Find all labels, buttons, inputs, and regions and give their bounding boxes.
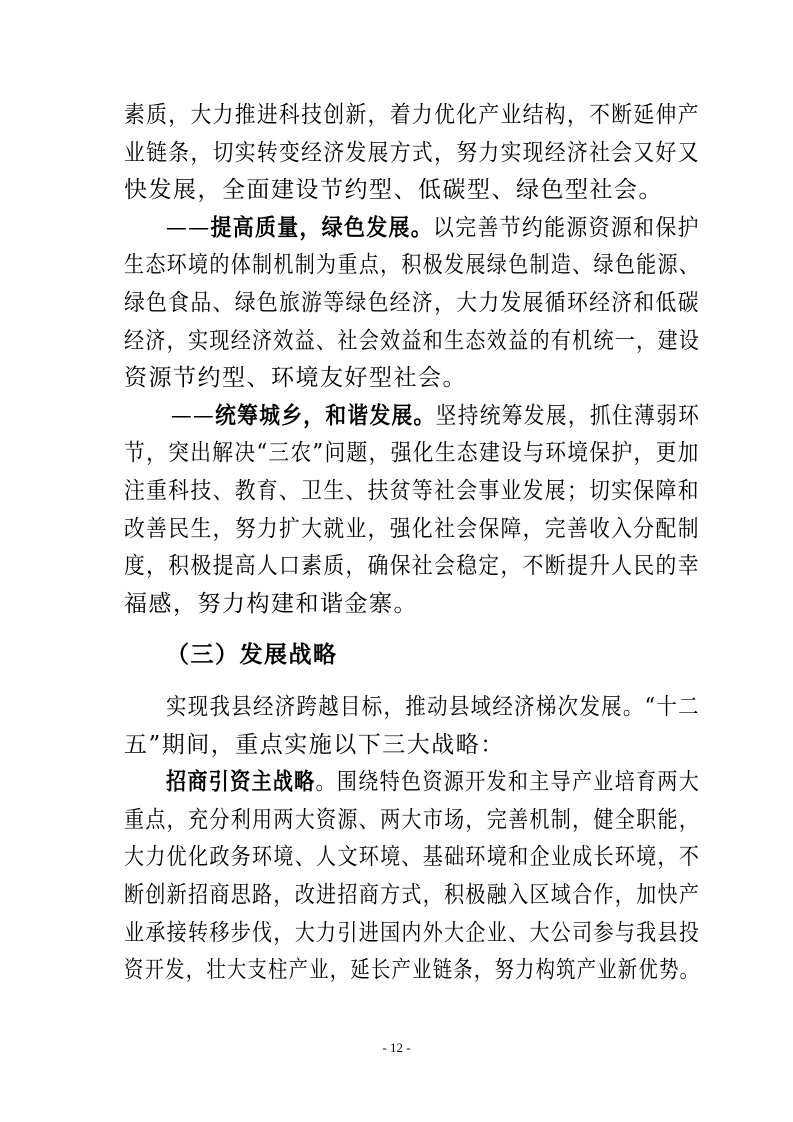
page-number: - 12 - bbox=[382, 1040, 411, 1055]
text-line bbox=[124, 138, 700, 168]
text-run: 福感，努力构建和谐金寨。 bbox=[124, 591, 418, 617]
text-line bbox=[171, 401, 700, 431]
text-line bbox=[124, 326, 700, 356]
text-run: 节，突出解决“三农”问题，强化生态建设与环境保护，更加 bbox=[124, 440, 700, 466]
text-line bbox=[124, 363, 467, 393]
text-line bbox=[124, 880, 700, 910]
text-run: 改善民生，努力扩大就业，强化社会保障，完善收入分配制 bbox=[124, 516, 700, 542]
text-run: 经济，实现经济效益、社会效益和生态效益的有机统一，建设 bbox=[124, 328, 701, 354]
text-line bbox=[124, 805, 700, 835]
text-line bbox=[124, 514, 700, 544]
text-run: 实现我县经济跨越目标，推动县域经济梯次发展。“十二 bbox=[166, 694, 700, 720]
text-line bbox=[124, 955, 700, 985]
text-line bbox=[124, 476, 700, 506]
text-run: —— bbox=[166, 215, 211, 241]
section-heading-text: （三）发展战略 bbox=[166, 641, 338, 668]
text-run: 素质，大力推进科技创新，着力优化产业结构，不断延伸产 bbox=[124, 102, 700, 128]
text-run: 绿色食品、绿色旅游等绿色经济，大力发展循环经济和低碳 bbox=[124, 290, 700, 316]
text-run: 断创新招商思路，改进招商方式，积极融入区域合作，加快产 bbox=[124, 882, 701, 908]
text-run: 五”期间，重点实施以下三大战略： bbox=[124, 732, 505, 758]
text-run: —— bbox=[171, 403, 216, 429]
text-run: 以完善节约能源资源和保护 bbox=[432, 215, 700, 241]
text-line bbox=[124, 100, 700, 130]
text-run: 大力优化政务环境、人文环境、基础环境和企业成长环境，不 bbox=[124, 844, 701, 870]
text-run: 注重科技、教育、卫生、扶贫等社会事业发展；切实保障和 bbox=[124, 478, 700, 504]
text-run: 资开发，壮大支柱产业，延长产业链条，努力构筑产业新优势。 bbox=[124, 957, 701, 983]
text-run: 快发展，全面建设节约型、低碳型、绿色型社会。 bbox=[124, 177, 663, 203]
text-line bbox=[124, 250, 700, 280]
text-line bbox=[124, 438, 700, 468]
text-run: 业承接转移步伐，大力引进国内外大企业、大公司参与我县投 bbox=[124, 920, 701, 946]
text-line bbox=[124, 288, 700, 318]
text-line bbox=[166, 767, 700, 797]
text-run: 坚持统筹发展，抓住薄弱环 bbox=[435, 403, 701, 429]
text-run: 重点，充分利用两大资源、两大市场，完善机制，健全职能， bbox=[124, 807, 701, 833]
text-run: 业链条，切实转变经济发展方式，努力实现经济社会又好又 bbox=[124, 140, 700, 166]
text-run: 。围绕特色资源开发和主导产业培育两大 bbox=[315, 769, 701, 795]
text-run: 资源节约型、环境友好型社会。 bbox=[124, 365, 467, 391]
section-heading bbox=[166, 640, 338, 670]
text-line bbox=[124, 918, 700, 948]
bold-heading-run: 提高质量，绿色发展。 bbox=[210, 214, 433, 241]
text-line bbox=[124, 730, 505, 760]
text-line bbox=[124, 551, 700, 581]
text-line bbox=[166, 213, 700, 243]
text-run: 度，积极提高人口素质，确保社会稳定，不断提升人民的幸 bbox=[124, 553, 700, 579]
text-line bbox=[166, 692, 700, 722]
text-run: 生态环境的体制机制为重点，积极发展绿色制造、绿色能源、 bbox=[124, 252, 701, 278]
text-line bbox=[124, 589, 418, 619]
text-line bbox=[124, 175, 663, 205]
bold-heading-run: 招商引资主战略 bbox=[166, 768, 316, 795]
text-line bbox=[124, 842, 700, 872]
bold-heading-run: 统筹城乡，和谐发展。 bbox=[215, 402, 436, 429]
